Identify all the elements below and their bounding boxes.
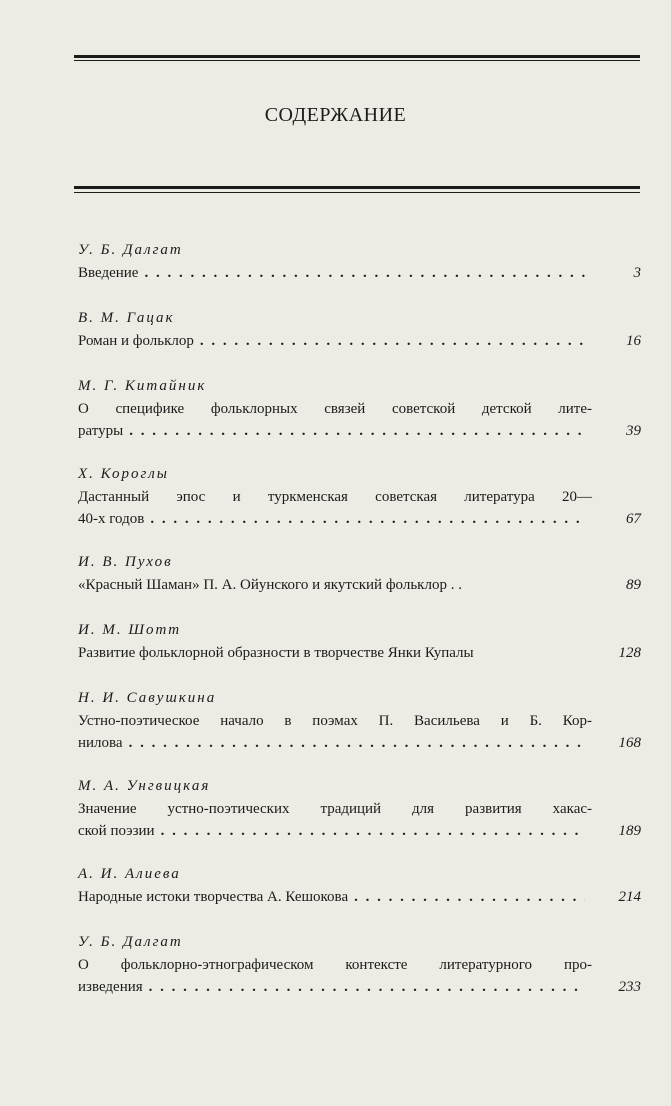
toc-title-last-line bbox=[78, 642, 641, 664]
toc-title-last-line bbox=[78, 886, 641, 908]
contents-list bbox=[78, 238, 641, 1018]
toc-entry bbox=[78, 774, 641, 862]
toc-leader-dots bbox=[123, 420, 585, 442]
toc-title-last-line bbox=[78, 976, 641, 998]
toc-title-text: Народные истоки творчества А. Кешокова bbox=[78, 889, 349, 905]
toc-entry bbox=[78, 686, 641, 774]
toc-page-number: 39 bbox=[626, 423, 641, 439]
toc-title-text: нилова bbox=[78, 735, 123, 751]
toc-entry bbox=[78, 618, 641, 686]
toc-entry bbox=[78, 462, 641, 550]
toc-title-last-line bbox=[78, 732, 641, 754]
toc-page-number: 67 bbox=[626, 511, 641, 527]
toc-title-text: «Красный Шаман» П. А. Ойунского и якутский фольклор . . bbox=[78, 577, 462, 593]
toc-leader-dots bbox=[143, 976, 585, 998]
page-title: СОДЕРЖАНИЕ bbox=[264, 104, 407, 126]
toc-title-text: изведения bbox=[78, 979, 143, 995]
toc-page-number: 189 bbox=[618, 823, 641, 839]
toc-title-last-line bbox=[78, 820, 641, 842]
toc-title-text: ратуры bbox=[78, 423, 124, 439]
toc-title-last-line bbox=[78, 330, 641, 352]
toc-title-last-line bbox=[78, 574, 641, 596]
toc-author: Н. И. Савушкина bbox=[78, 690, 217, 706]
heading-rule-thin bbox=[74, 192, 640, 193]
toc-entry bbox=[78, 374, 641, 462]
toc-entry bbox=[78, 238, 641, 306]
toc-page-number: 3 bbox=[633, 265, 641, 281]
toc-leader-dots bbox=[123, 732, 585, 754]
toc-author: Х. Короглы bbox=[78, 466, 169, 482]
toc-page-number: 16 bbox=[626, 333, 641, 349]
toc-title-last-line bbox=[78, 508, 641, 530]
toc-author: У. Б. Далгат bbox=[78, 242, 183, 258]
toc-author: М. А. Унгвицкая bbox=[78, 778, 211, 794]
toc-leader-dots bbox=[348, 886, 585, 908]
toc-author: М. Г. Китайник bbox=[78, 378, 207, 394]
toc-leader-dots bbox=[194, 330, 585, 352]
toc-title-text: ской поэзии bbox=[78, 823, 155, 839]
toc-title-line: Значение устно-поэтических традиций для развития хакас- bbox=[78, 801, 592, 817]
toc-title-line: Дастанный эпос и туркменская советская литература 20— bbox=[78, 489, 592, 505]
toc-page-number: 214 bbox=[618, 889, 641, 905]
top-rule-thin bbox=[74, 60, 640, 61]
toc-author: В. М. Гацак bbox=[78, 310, 175, 326]
toc-leader-dots bbox=[144, 508, 585, 530]
toc-title-last-line bbox=[78, 420, 641, 442]
toc-title-line: О специфике фольклорных связей советской детской лите- bbox=[78, 401, 592, 417]
toc-title-text: Развитие фольклорной образности в творчестве Янки Купалы bbox=[78, 645, 474, 661]
toc-author: А. И. Алиева bbox=[78, 866, 181, 882]
toc-author: У. Б. Далгат bbox=[78, 934, 183, 950]
toc-title-line: О фольклорно-этнографическом контексте литературного про- bbox=[78, 957, 592, 973]
toc-title-text: Введение bbox=[78, 265, 139, 281]
toc-author: И. В. Пухов bbox=[78, 554, 173, 570]
toc-entry bbox=[78, 550, 641, 618]
top-rule-thick bbox=[74, 55, 640, 58]
toc-title-line: Устно-поэтическое начало в поэмах П. Васильева и Б. Кор- bbox=[78, 713, 592, 729]
toc-entry bbox=[78, 306, 641, 374]
toc-page-number: 128 bbox=[618, 645, 641, 661]
toc-leader-dots bbox=[138, 262, 585, 284]
toc-page-number: 168 bbox=[618, 735, 641, 751]
toc-author: И. М. Шотт bbox=[78, 622, 182, 638]
heading-rule-thick bbox=[74, 186, 640, 189]
toc-leader-dots bbox=[155, 820, 585, 842]
toc-page-number: 89 bbox=[626, 577, 641, 593]
toc-entry bbox=[78, 862, 641, 930]
toc-page-number: 233 bbox=[618, 979, 641, 995]
toc-title-text: Роман и фольклор bbox=[78, 333, 194, 349]
toc-entry bbox=[78, 930, 641, 1018]
toc-title-text: 40-х годов bbox=[78, 511, 145, 527]
toc-title-last-line bbox=[78, 262, 641, 284]
